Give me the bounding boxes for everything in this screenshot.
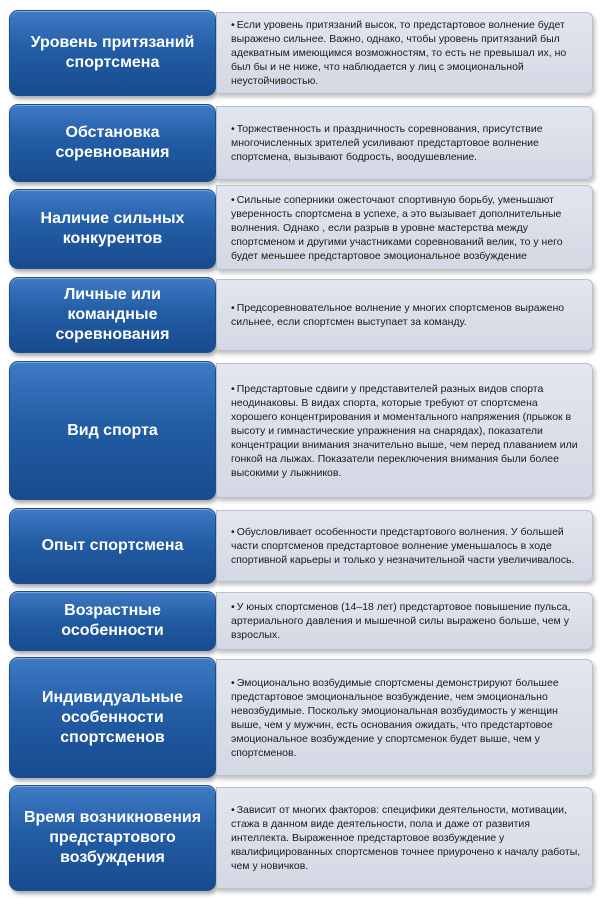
factor-description — [216, 363, 593, 498]
factor-label: Возрастные особенности — [9, 591, 216, 651]
factor-description — [216, 279, 593, 351]
factor-description-text: Предсоревновательное волнение у многих спортсменов выражено сильнее, если спортсмен выступает за команду. — [231, 302, 565, 328]
factor-row — [0, 591, 601, 651]
bullet-icon: • — [231, 382, 235, 395]
factor-row — [0, 277, 601, 353]
factor-row — [0, 104, 601, 182]
factor-description-text: Предстартовые сдвиги у представителей разных видов спорта неодинаковы. В видах спорта, которые требуют от спортсмена хорошего концентрирования и моментального напряжения (прыжок в высоту и гимнастические упражнения на снарядах), показатели концентрации внимания значительно выше, чем перед плаванием или гонкой на лыжах. Показатели переключения внимания были более высокими у лыжников. — [231, 382, 578, 479]
factor-description-text: Обусловливает особенности предстартового волнения. У большей части спортсменов предстартовое волнение уменьшалось в ходе спортивной карьеры и только у незначительной части увеличивалось. — [231, 526, 575, 566]
factor-row — [0, 508, 601, 584]
factor-row — [0, 189, 601, 269]
factor-row — [0, 10, 601, 96]
factor-description — [216, 787, 593, 889]
bullet-icon: • — [231, 526, 235, 538]
factor-description — [216, 106, 593, 180]
factor-description — [216, 185, 593, 270]
factor-description-text: Сильные соперники ожесточают спортивную борьбу, уменьшают уверенность спортсмена в успехе, а это вызывает дополнительные волнения. Однако , если разрыв в уровне мастерства между спортсменом и другими участниками соревнований велик, то у него будет меньшее предстартовое эмоциональное возбуждение — [231, 193, 563, 262]
factor-description-text: Зависит от многих факторов: специфики деятельности, мотивации, стажа в данном виде деятельности, пола и даже от развития интеллекта. Выраженное предстартовое возбуждение у квалифицированных спортсменов точнее приурочено к началу работы, чем у новичков. — [231, 804, 581, 872]
bullet-icon: • — [231, 19, 235, 31]
factor-description-text: У юных спортсменов (14–18 лет) предстартовое повышение пульса, артериального давления и мышечной силы выражено больше, чем у взрослых. — [231, 601, 571, 641]
factor-row — [0, 361, 601, 500]
factor-description — [216, 659, 593, 776]
bullet-icon: • — [231, 676, 235, 689]
factor-label: Личные или командные соревнования — [9, 277, 216, 353]
factor-row — [0, 785, 601, 891]
factor-label: Уровень притязаний спортсмена — [9, 10, 216, 96]
factor-description — [216, 12, 593, 94]
factor-description-text: Эмоционально возбудимые спортсмены демонстрируют большее предстартовое эмоциональное возбуждение, чем эмоционально невозбудимые. Поскольку эмоциональная возбудимость у женщин выше, чем у мужчин, есть основания ожидать, что предстартовое эмоциональное возбуждение у спортсменок будет выше, чем у спортсменов. — [231, 676, 559, 759]
factor-label: Обстановка соревнования — [9, 104, 216, 182]
bullet-icon: • — [231, 193, 235, 206]
factor-description-text: Торжественность и праздничность соревнования, присутствие многочисленных зрителей усиливают предстартовое волнение спортсмена, вызывают бодрость, воодушевление. — [231, 123, 543, 163]
bullet-icon: • — [231, 804, 235, 816]
factor-label: Вид спорта — [9, 361, 216, 500]
factor-description-text: Если уровень притязаний высок, то предстартовое волнение будет выражено сильнее. Важно, однако, чтобы уровень притязаний был адекватным имеющимся возможностям, то есть не превышал их, но был бы и не ниже, что наблюдается у лиц с эмоциональной неустойчивостью. — [231, 19, 567, 87]
factor-label: Наличие сильных конкурентов — [9, 189, 216, 269]
factor-row — [0, 657, 601, 778]
bullet-icon: • — [231, 123, 235, 135]
factor-label: Опыт спортсмена — [9, 508, 216, 584]
bullet-icon: • — [231, 302, 235, 314]
factor-label: Время возникновения предстартового возбуждения — [9, 785, 216, 891]
factor-description — [216, 592, 593, 650]
factor-label: Индивидуальные особенности спортсменов — [9, 657, 216, 778]
bullet-icon: • — [231, 601, 235, 613]
factor-description — [216, 510, 593, 582]
